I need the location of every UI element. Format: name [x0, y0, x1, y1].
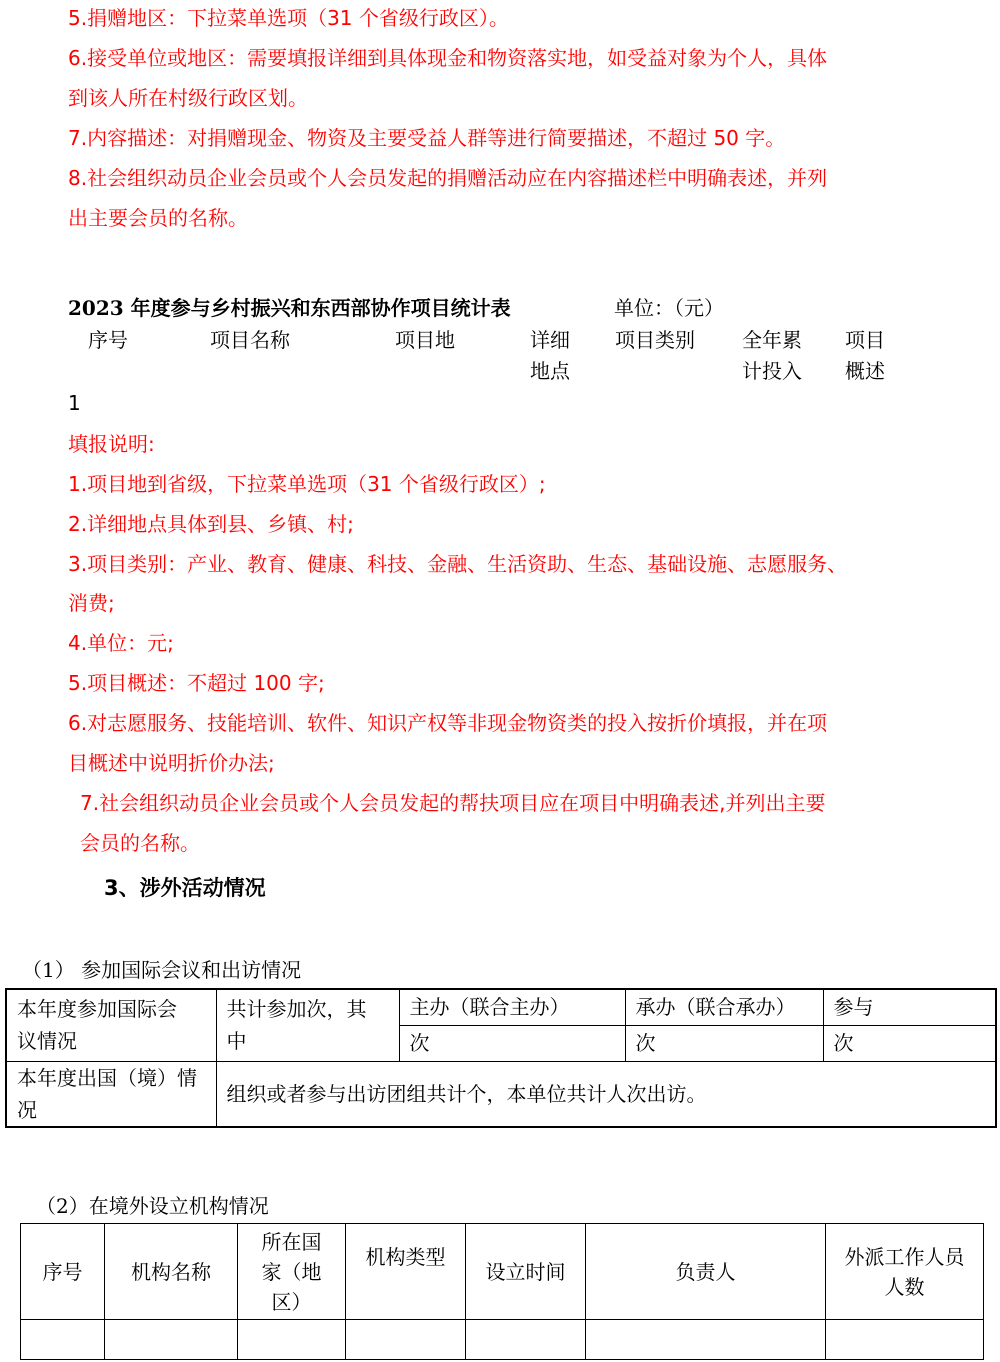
instruction-item-6-line2: 目概述中说明折价办法;	[68, 751, 275, 775]
row2-label-line2: 况	[17, 1097, 37, 1122]
t2-header-staff-line1: 外派工作人员	[844, 1244, 965, 1269]
note-item-7: 7.内容描述：对捐赠现金、物资及主要受益人群等进行简要描述，不超过 50 字。	[68, 126, 786, 150]
table1-caption: （1） 参加国际会议和出访情况	[22, 958, 302, 982]
stats-header-seq: 序号	[88, 328, 128, 352]
t2-header-type: 机构类型	[346, 1224, 466, 1320]
stats-header-category: 项目类别	[615, 328, 695, 352]
cohost-times: 次	[625, 1025, 823, 1061]
t2-header-leader: 负责人	[586, 1224, 826, 1320]
t2-header-country-line2: 家（地	[261, 1259, 322, 1284]
participate-header: 参与	[823, 989, 996, 1025]
instruction-item-2: 2.详细地点具体到县、乡镇、村;	[68, 512, 354, 536]
stats-header-invest-2: 计投入	[742, 359, 802, 383]
t2-header-seq: 序号	[21, 1224, 105, 1320]
instruction-item-5: 5.项目概述：不超过 100 字;	[68, 671, 325, 695]
stats-header-summary-1: 项目	[845, 328, 885, 352]
t2-empty-cell[interactable]	[238, 1320, 346, 1360]
international-activities-table	[5, 988, 997, 1128]
instruction-item-6-line1: 6.对志愿服务、技能培训、软件、知识产权等非现金物资类的投入按折价填报，并在项	[68, 711, 828, 735]
t2-header-country-line3: 区）	[271, 1289, 312, 1314]
t2-header-country	[238, 1224, 346, 1320]
t2-header-country-line1: 所在国	[261, 1229, 322, 1254]
instruction-item-4: 4.单位：元;	[68, 631, 174, 655]
instruction-item-7-line1: 7.社会组织动员企业会员或个人会员发起的帮扶项目应在项目中明确表述,并列出主要	[80, 791, 826, 815]
overseas-institutions-table	[20, 1223, 984, 1360]
t2-empty-cell[interactable]	[826, 1320, 984, 1360]
instructions-heading: 填报说明:	[68, 432, 155, 456]
stats-header-invest-1: 全年累	[742, 328, 802, 352]
instruction-item-3-line1: 3.项目类别：产业、教育、健康、科技、金融、生活资助、生态、基础设施、志愿服务、	[68, 552, 848, 576]
t2-header-time: 设立时间	[466, 1224, 586, 1320]
instruction-item-3-line2: 消费;	[68, 591, 115, 615]
t2-header-staff-line2: 人数	[884, 1274, 925, 1299]
table2-caption: （2）在境外设立机构情况	[36, 1194, 269, 1218]
cohost-header: 承办（联合承办）	[625, 989, 823, 1025]
note-item-8-line1: 8.社会组织动员企业会员或个人会员发起的捐赠活动应在内容描述栏中明确表述，并列	[68, 166, 828, 190]
participate-times: 次	[823, 1025, 996, 1061]
row2-label-cell	[6, 1061, 216, 1127]
t2-empty-cell[interactable]	[586, 1320, 826, 1360]
t2-empty-cell[interactable]	[466, 1320, 586, 1360]
note-item-6-line1: 6.接受单位或地区：需要填报详细到具体现金和物资落实地，如受益对象为个人，具体	[68, 46, 828, 70]
row1-label-cell	[6, 989, 216, 1061]
stats-table-unit: 单位：（元）	[614, 296, 724, 320]
t2-empty-cell[interactable]	[21, 1320, 105, 1360]
stats-table-title: 2023 年度参与乡村振兴和东西部协作项目统计表	[68, 296, 511, 320]
stats-row1-seq: 1	[68, 391, 81, 415]
stats-header-detail-2: 地点	[530, 359, 570, 383]
instruction-item-7-line2: 会员的名称。	[80, 831, 200, 855]
host-header: 主办（联合主办）	[399, 989, 625, 1025]
t2-empty-cell[interactable]	[105, 1320, 238, 1360]
total-line1: 共计参加次，其	[226, 997, 367, 1022]
t2-empty-cell[interactable]	[346, 1320, 466, 1360]
note-item-6-line2: 到该人所在村级行政区划。	[68, 86, 308, 110]
row2-label-line1: 本年度出国（境）情	[17, 1065, 197, 1090]
t2-header-staff	[826, 1224, 984, 1320]
section-3-heading: 3、涉外活动情况	[104, 876, 266, 900]
note-item-5: 5.捐赠地区：下拉菜单选项（31 个省级行政区）。	[68, 6, 509, 30]
note-item-8-line2: 出主要会员的名称。	[68, 206, 248, 230]
host-times: 次	[399, 1025, 625, 1061]
stats-header-detail-1: 详细	[530, 328, 570, 352]
total-line2: 中	[226, 1029, 247, 1054]
stats-header-place: 项目地	[395, 328, 455, 352]
row1-label-line1: 本年度参加国际会	[17, 997, 177, 1022]
row1-label-line2: 议情况	[17, 1029, 77, 1054]
stats-header-name: 项目名称	[210, 328, 290, 352]
row2-text: 组织或者参与出访团组共计个，本单位共计人次出访。	[216, 1061, 996, 1127]
instruction-item-1: 1.项目地到省级，下拉菜单选项（31 个省级行政区）;	[68, 472, 546, 496]
total-cell	[216, 989, 399, 1061]
t2-header-name: 机构名称	[105, 1224, 238, 1320]
stats-header-summary-2: 概述	[845, 359, 885, 383]
